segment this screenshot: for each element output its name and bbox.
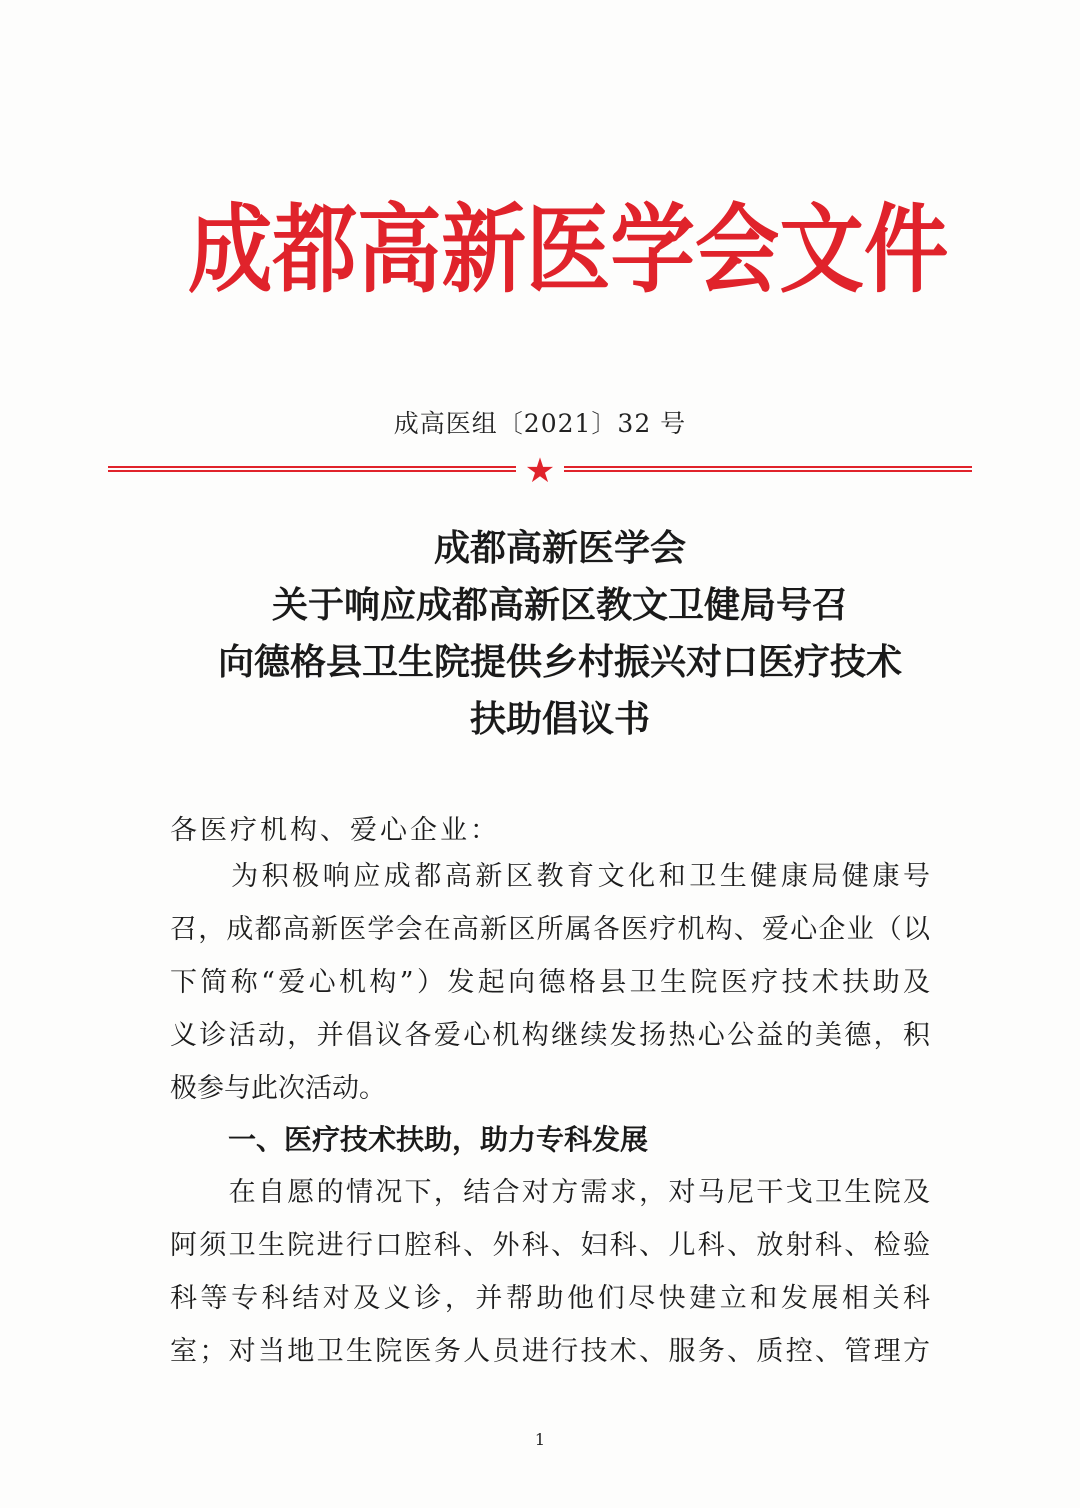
paragraph-line: 在自愿的情况下，结合对方需求，对马尼干戈卫生院及 xyxy=(170,1177,930,1208)
star-icon: ★ xyxy=(524,451,556,491)
separator-line-left xyxy=(108,466,516,472)
title-line: 成都高新医学会 xyxy=(433,528,686,569)
document-header-title: 成都高新医学会文件 xyxy=(188,194,949,306)
document-number: 成高医组〔2021〕32 号 xyxy=(393,409,687,438)
title-line: 扶助倡议书 xyxy=(469,699,650,740)
document-title xyxy=(140,520,980,748)
paragraph-line: 义诊活动，并倡议各爱心机构继续发扬热心公益的美德，积 xyxy=(170,1020,930,1051)
paragraph-line: 为积极响应成都高新区教育文化和卫生健康局健康号 xyxy=(170,861,930,892)
paragraph-section-1 xyxy=(170,1166,930,1378)
page-number: 1 xyxy=(534,1430,546,1449)
salutation: 各医疗机构、爱心企业： xyxy=(170,815,500,846)
title-line: 向德格县卫生院提供乡村振兴对口医疗技术 xyxy=(217,642,902,683)
red-separator xyxy=(108,452,972,492)
section-heading: 一、医疗技术扶助，助力专科发展 xyxy=(228,1123,649,1156)
paragraph-line: 室；对当地卫生院医务人员进行技术、服务、质控、管理方 xyxy=(170,1336,930,1367)
paragraph-line: 召，成都高新医学会在高新区所属各医疗机构、爱心企业（以 xyxy=(170,914,930,945)
paragraph-line: 科等专科结对及义诊，并帮助他们尽快建立和发展相关科 xyxy=(170,1283,930,1314)
paragraph-intro xyxy=(170,850,930,1115)
paragraph-line: 阿须卫生院进行口腔科、外科、妇科、儿科、放射科、检验 xyxy=(170,1230,930,1261)
paragraph-line: 极参与此次活动。 xyxy=(170,1073,386,1104)
title-line: 关于响应成都高新区教文卫健局号召 xyxy=(271,585,848,626)
separator-line-right xyxy=(564,466,972,472)
paragraph-line: 下简称“爱心机构”）发起向德格县卫生院医疗技术扶助及 xyxy=(170,967,930,998)
